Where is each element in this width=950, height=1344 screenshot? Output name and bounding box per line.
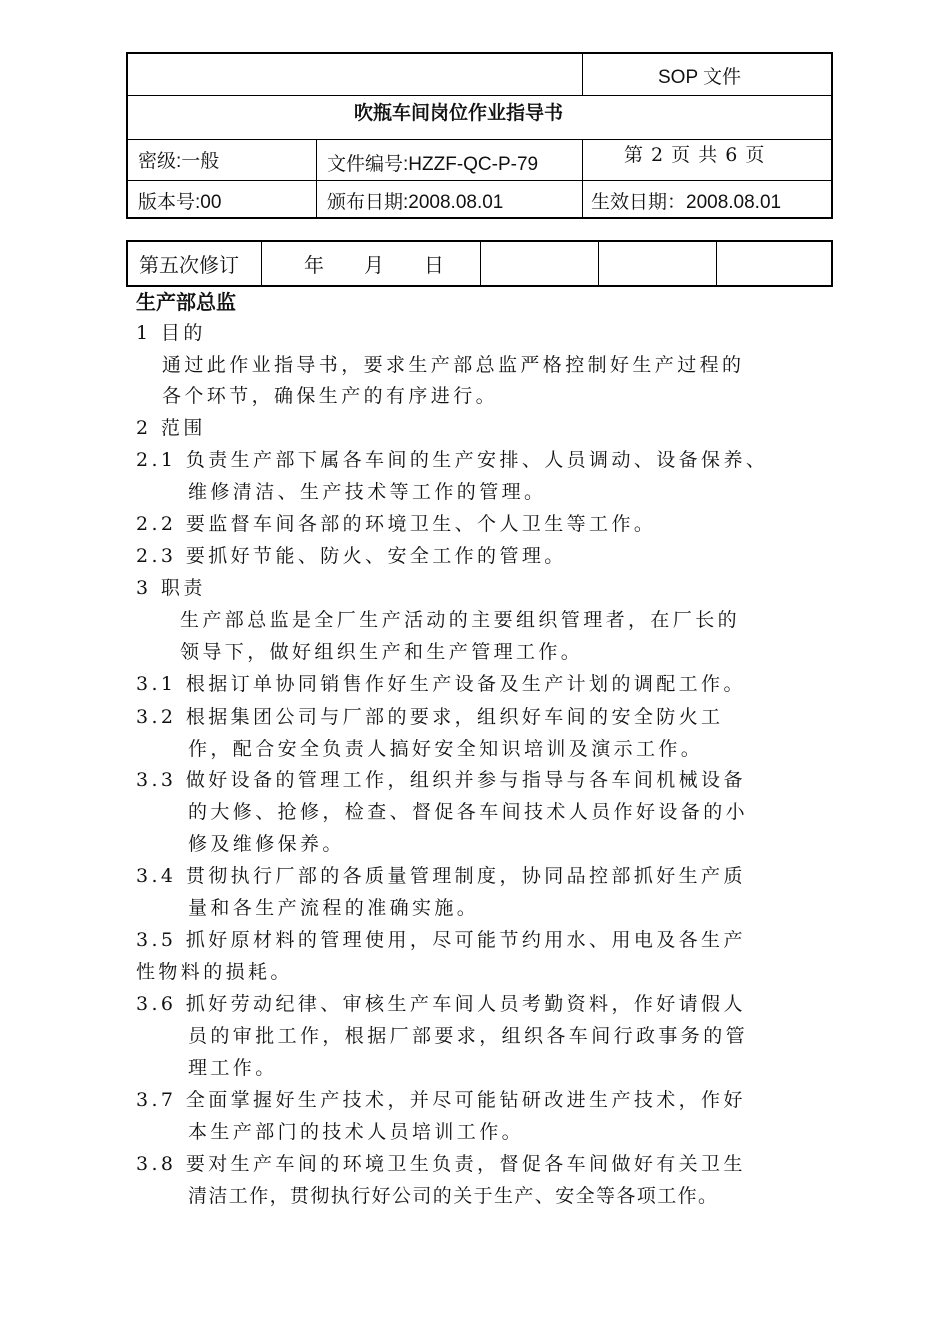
body-line: 作，配合安全负责人搞好安全知识培训及演示工作。 — [188, 738, 704, 760]
heading-duties: 3 职责 — [136, 577, 206, 599]
revision-label: 第五次修订 — [139, 253, 239, 277]
body-line: 3.5 抓好原材料的管理使用，尽可能节约用水、用电及各生产 — [136, 929, 746, 951]
body-line: 2.3 要抓好节能、防火、安全工作的管理。 — [136, 545, 567, 567]
page-info: 第 2 页 共 6 页 — [624, 144, 766, 166]
doc-type-label: SOP 文件 — [658, 67, 742, 88]
body-line: 维修清洁、生产技术等工作的管理。 — [188, 481, 547, 503]
body-line: 各个环节，确保生产的有序进行。 — [162, 385, 499, 407]
document-number: 文件编号:HZZF-QC-P-79 — [327, 154, 539, 175]
effective-date: 生效日期：2008.08.01 — [591, 192, 782, 213]
revision-date: 年 月 日 — [304, 253, 444, 277]
body-line: 生产部总监是全厂生产活动的主要组织管理者，在厂长的 — [180, 609, 741, 631]
body-line: 3.4 贯彻执行厂部的各质量管理制度，协同品控部抓好生产质 — [136, 865, 746, 887]
body-line: 理工作。 — [188, 1057, 278, 1079]
body-line: 2.2 要监督车间各部的环境卫生、个人卫生等工作。 — [136, 513, 657, 535]
heading-scope: 2 范围 — [136, 417, 206, 439]
body-line: 3.8 要对生产车间的环境卫生负责，督促各车间做好有关卫生 — [136, 1153, 746, 1175]
revision-table — [126, 240, 833, 287]
body-line: 清洁工作，贯彻执行好公司的关于生产、安全等各项工作。 — [188, 1185, 719, 1207]
body-line: 本生产部门的技术人员培训工作。 — [188, 1121, 525, 1143]
body-line: 3.3 做好设备的管理工作，组织并参与指导与各车间机械设备 — [136, 769, 746, 791]
body-line: 通过此作业指导书，要求生产部总监严格控制好生产过程的 — [162, 354, 745, 376]
body-line: 3.6 抓好劳动纪律、审核生产车间人员考勤资料，作好请假人 — [136, 993, 746, 1015]
body-line: 3.1 根据订单协同销售作好生产设备及生产计划的调配工作。 — [136, 673, 746, 695]
body-line: 量和各生产流程的准确实施。 — [188, 897, 480, 919]
body-line: 领导下，做好组织生产和生产管理工作。 — [180, 641, 584, 663]
section-title: 生产部总监 — [136, 292, 236, 314]
document-title: 吹瓶车间岗位作业指导书 — [354, 103, 564, 124]
version-number: 版本号:00 — [138, 192, 222, 213]
body-line: 修及维修保养。 — [188, 833, 345, 855]
body-line: 2.1 负责生产部下属各车间的生产安排、人员调动、设备保养、 — [136, 449, 769, 471]
security-level: 密级:一般 — [138, 151, 220, 172]
body-line: 性物料的损耗。 — [136, 961, 293, 983]
body-line: 员的审批工作，根据厂部要求，组织各车间行政事务的管 — [188, 1025, 749, 1047]
header-table — [126, 52, 833, 219]
body-line: 3.2 根据集团公司与厂部的要求，组织好车间的安全防火工 — [136, 706, 724, 728]
issue-date: 颁布日期:2008.08.01 — [327, 192, 504, 213]
body-line: 3.7 全面掌握好生产技术，并尽可能钻研改进生产技术，作好 — [136, 1089, 746, 1111]
heading-purpose: 1 目的 — [136, 322, 206, 344]
body-line: 的大修、抢修，检查、督促各车间技术人员作好设备的小 — [188, 801, 749, 823]
